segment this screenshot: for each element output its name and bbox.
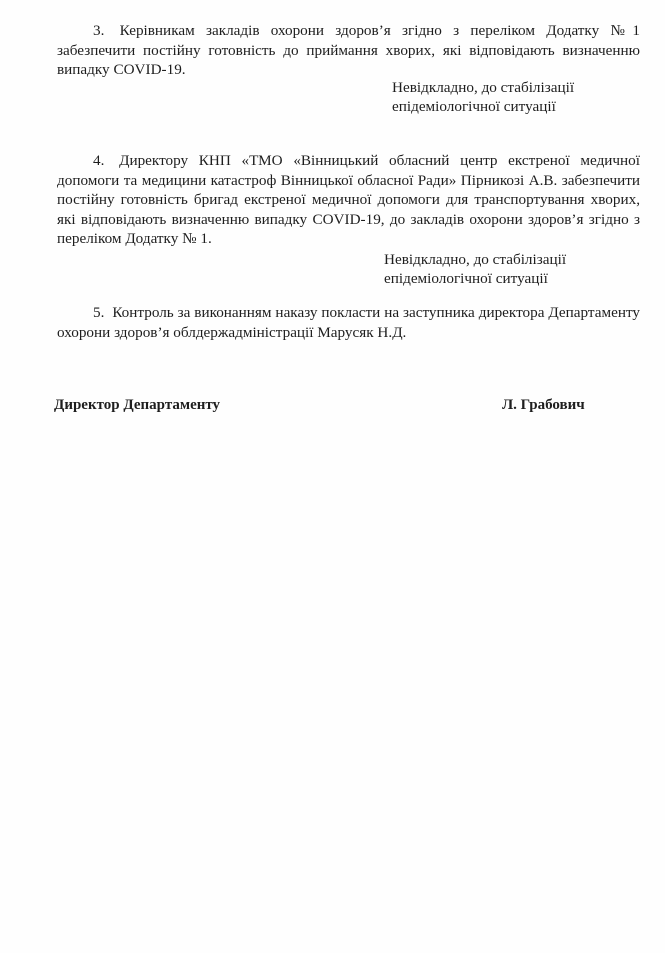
deadline-note-3 xyxy=(392,78,574,116)
paragraph-text: Директору КНП «ТМО «Вінницький обласний центр екстреної медичної допомоги та медицини катастроф Вінницької обласної Ради» Пірникозі А.В. забезпечити постійну готовність бригад екстреної медичної допомоги для транспортування хворих, які відповідають визначенню випадку COVID-19, до закладів охорони здоров’я згідно з переліком Додатку № 1. xyxy=(57,152,641,248)
paragraph-number: 3. xyxy=(93,22,105,39)
paragraph-number: 4. xyxy=(93,152,105,169)
deadline-line-2: епідеміологічної ситуації xyxy=(384,270,548,287)
signature-block xyxy=(54,397,594,417)
paragraph-5 xyxy=(57,303,640,342)
deadline-note-4 xyxy=(384,250,566,288)
paragraph-text: Керівникам закладів охорони здоров’я згідно з переліком Додатку №1 забезпечити постійну готовність до приймання хворих, які відповідають визначенню випадку COVID-19. xyxy=(57,22,640,79)
paragraph-3 xyxy=(57,21,640,80)
deadline-line-1: Невідкладно, до стабілізації xyxy=(384,251,567,268)
signatory-name: Л. Грабович xyxy=(502,397,585,413)
deadline-line-1: Невідкладно, до стабілізації xyxy=(392,79,575,96)
deadline-line-2: епідеміологічної ситуації xyxy=(392,98,556,115)
paragraph-4 xyxy=(57,151,640,249)
paragraph-number: 5. xyxy=(93,304,105,321)
paragraph-text: Контроль за виконанням наказу покласти на заступника директора Департаменту охорони здоров’я облдержадміністрації Марусяк Н.Д. xyxy=(57,304,640,341)
signatory-position: Директор Департаменту xyxy=(54,397,221,413)
